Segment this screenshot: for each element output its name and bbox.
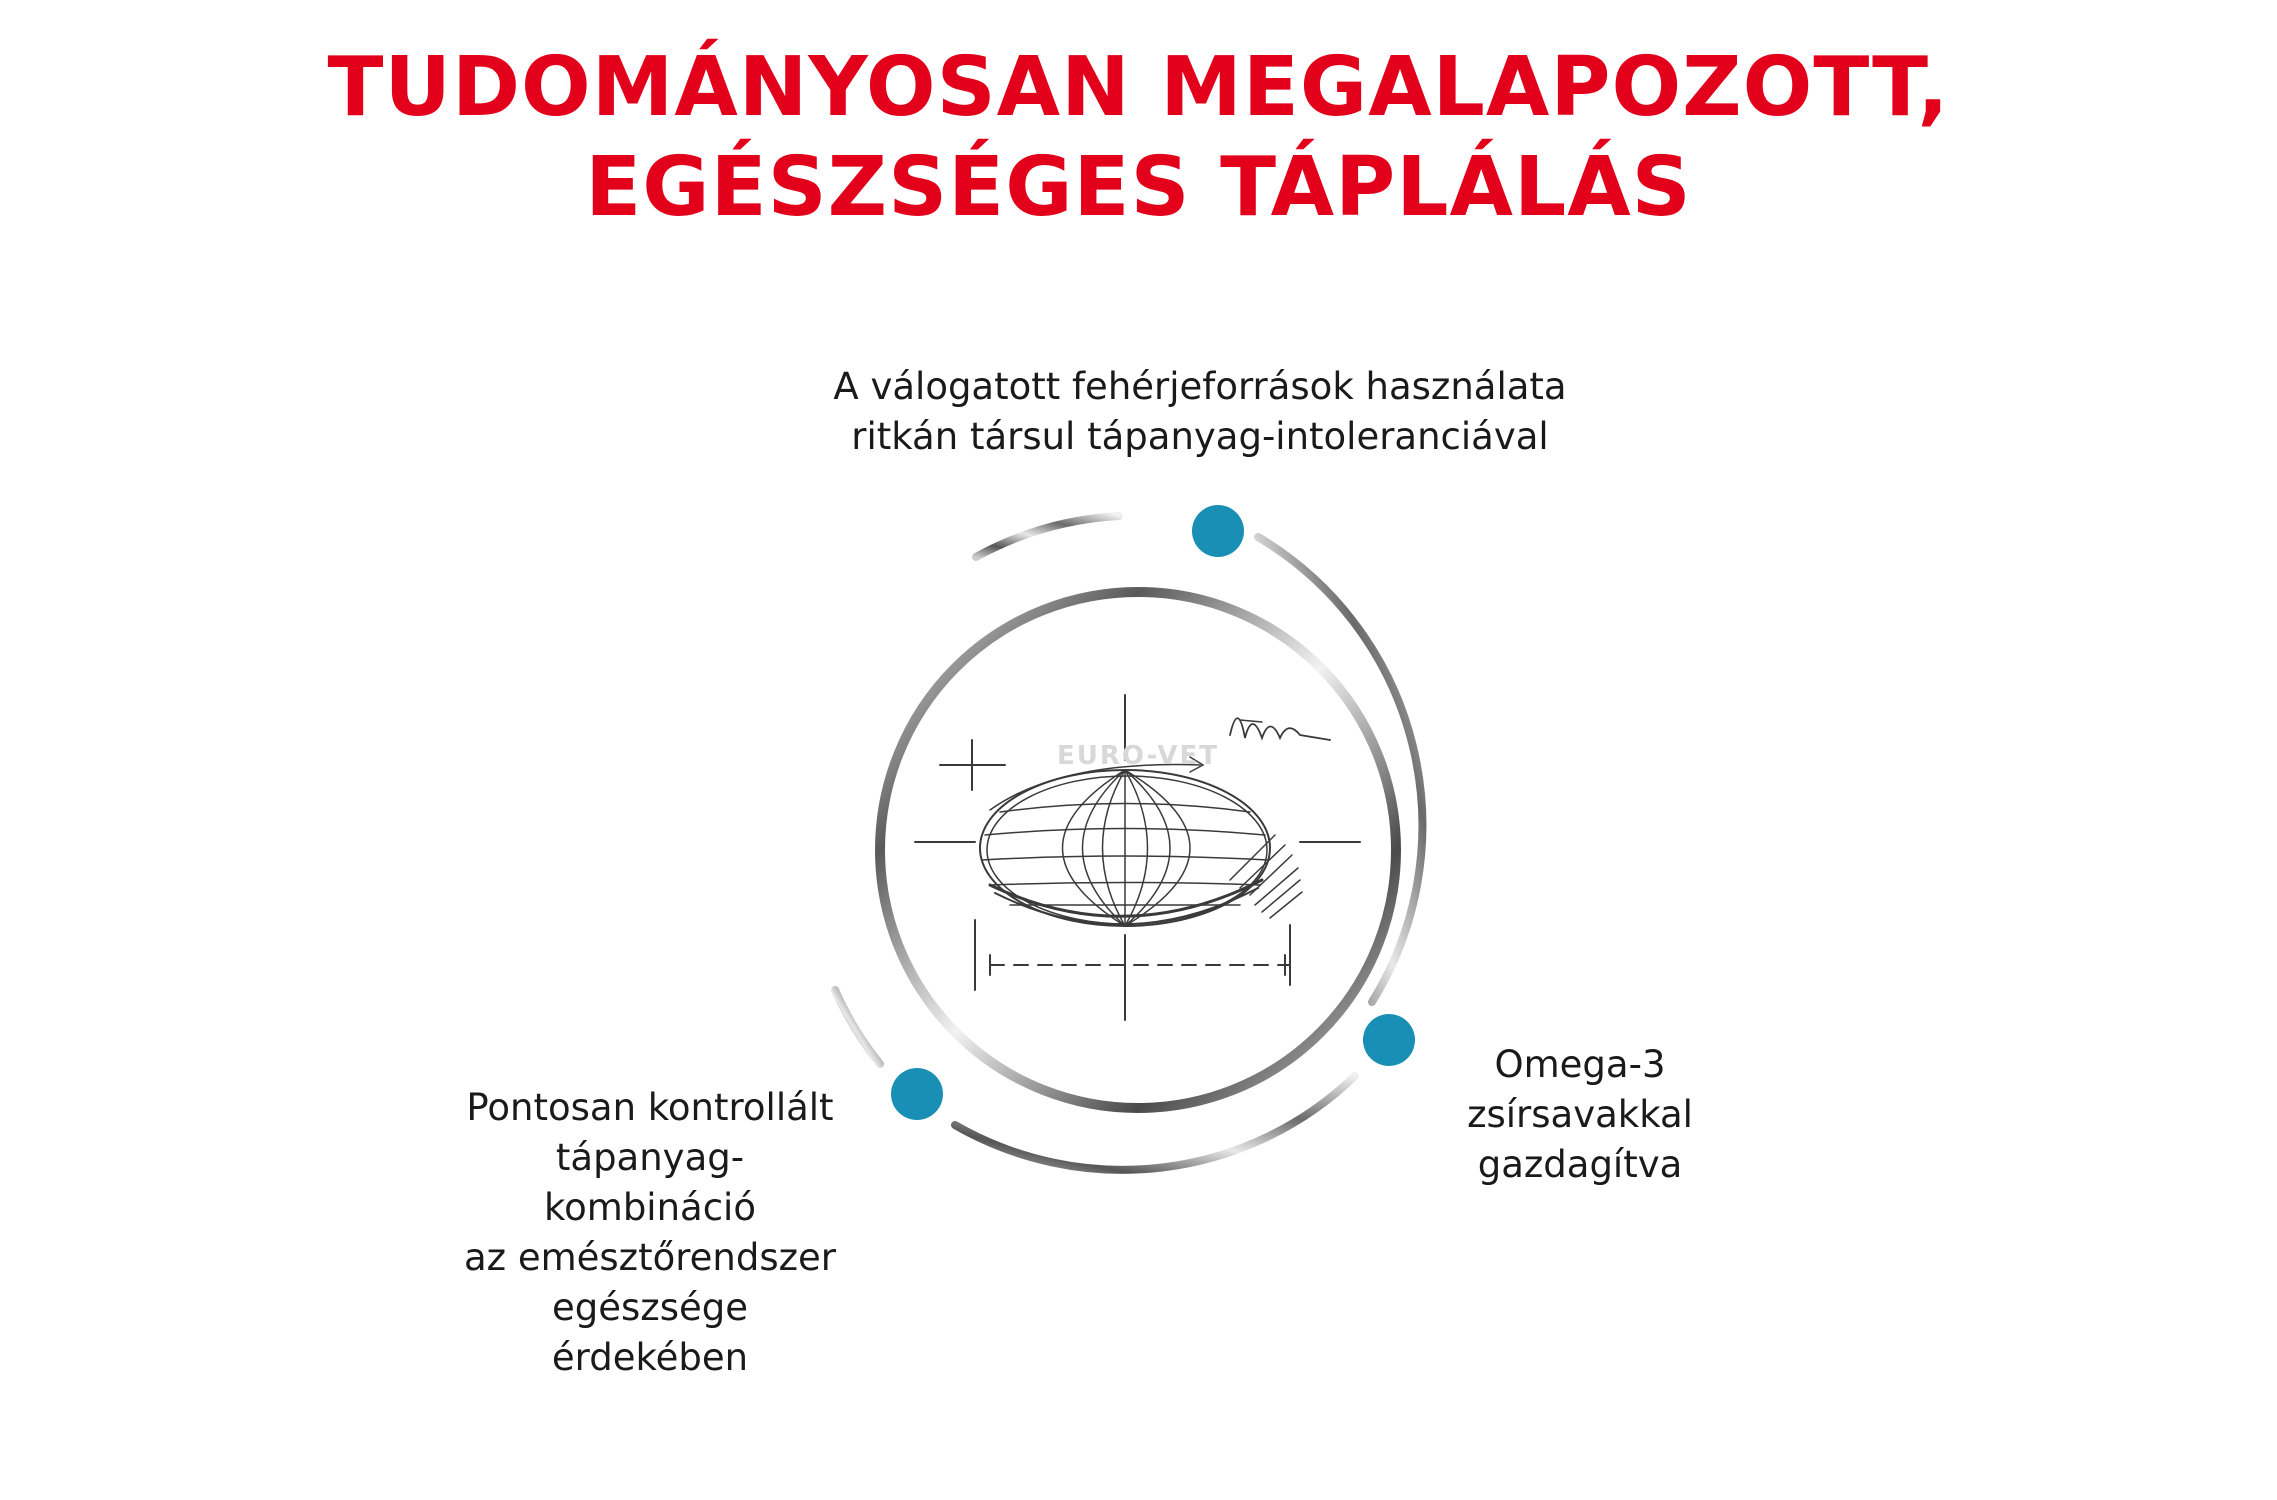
benefit-protein-sources: [700, 362, 1700, 462]
benefit-top-line-2: ritkán társul tápanyag-intoleranciával: [851, 415, 1549, 458]
headline-line-2: EGÉSZSÉGES TÁPLÁLÁS: [585, 140, 1692, 235]
inner-ring: [880, 592, 1396, 1108]
benefit-omega-3: [1380, 1040, 1780, 1190]
benefit-right-line-2: zsírsavakkal: [1467, 1093, 1693, 1136]
benefit-left-line-6: érdekében: [551, 1336, 749, 1379]
dot-marker-icon: [1192, 505, 1244, 557]
benefit-left-line-4: az emésztőrendszer: [463, 1236, 837, 1279]
outer-ring-arc-right: [1258, 537, 1422, 1002]
benefit-right-line-1: Omega-3: [1494, 1043, 1666, 1086]
benefit-left-line-1: Pontosan kontrollált: [466, 1086, 834, 1129]
outer-ring-arc-left: [835, 990, 880, 1064]
benefit-left-line-3: kombináció: [544, 1186, 756, 1229]
outer-ring-arc-bottom: [955, 1076, 1355, 1170]
headline-line-1: TUDOMÁNYOSAN MEGALAPOZOTT,: [327, 40, 1950, 135]
benefit-right-line-3: gazdagítva: [1477, 1143, 1683, 1186]
benefit-top-line-1: A válogatott fehérjeforrások használata: [833, 365, 1567, 408]
benefit-left-line-5: egészsége: [551, 1286, 748, 1329]
benefit-nutrient-combination: [400, 1083, 900, 1383]
watermark: EURO-VET: [1057, 741, 1219, 771]
outer-ring-arc-top-left: [976, 516, 1119, 557]
benefit-left-line-2: tápanyag-: [555, 1136, 745, 1179]
